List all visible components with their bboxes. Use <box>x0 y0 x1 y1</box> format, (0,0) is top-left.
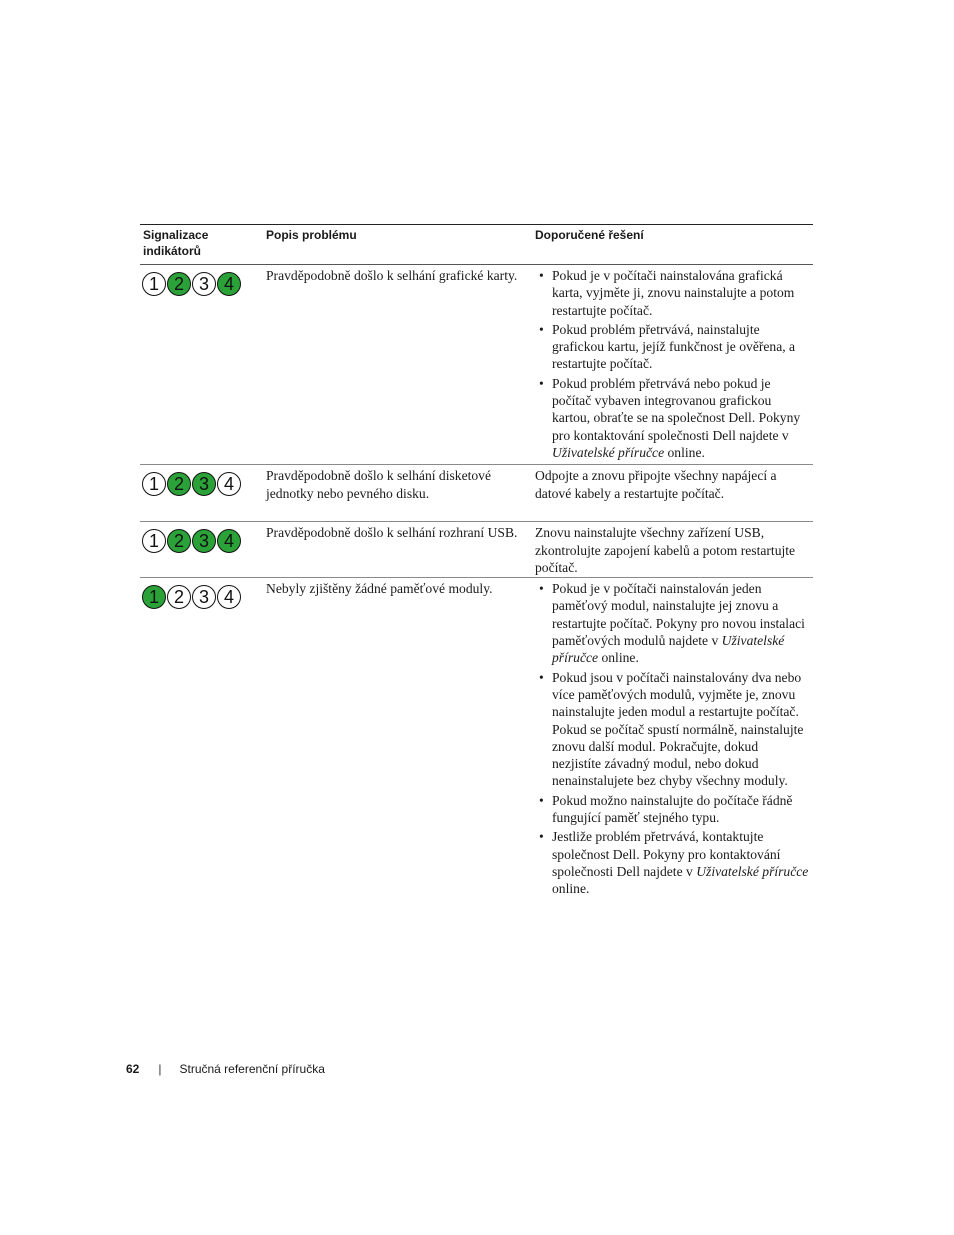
recommended-solution <box>532 578 813 901</box>
header-recommended-solution: Doporučené řešení <box>532 225 813 265</box>
solution-item: • Pokud je v počítači nainstalován jeden paměťový modul, nainstalujte jej znovu a restartujte počítač. Pokyny pro novou instalaci paměťových modulů najdete v Uživatelské příručce online. <box>535 580 809 666</box>
led-pattern-cell <box>140 465 263 522</box>
solution-item: • Pokud možno nainstalujte do počítače řádně fungující paměť stejného typu. <box>535 792 809 827</box>
led-pattern <box>142 472 259 496</box>
led-indicator-icon: 3 <box>192 529 216 553</box>
solution-list <box>535 267 809 461</box>
table-row <box>140 522 813 578</box>
led-indicator-icon: 2 <box>167 272 191 296</box>
problem-description: Nebyly zjištěny žádné paměťové moduly. <box>266 581 493 597</box>
led-indicator-icon: 4 <box>217 529 241 553</box>
manual-reference: Uživatelské příručce <box>552 633 785 666</box>
table-row <box>140 465 813 522</box>
footer-separator: | <box>158 1062 162 1076</box>
led-pattern-cell <box>140 522 263 578</box>
solution-item: • Pokud problém přetrvává, nainstalujte grafickou kartu, jejíž funkčnost je ověřena, a restartujte počítač. <box>535 321 809 373</box>
led-pattern <box>142 272 259 296</box>
led-indicator-icon: 4 <box>217 472 241 496</box>
table-header-row <box>140 225 813 265</box>
led-pattern-cell <box>140 265 263 465</box>
problem-description: Pravděpodobně došlo k selhání disketové jednotky nebo pevného disku. <box>263 465 532 522</box>
solution-item: • Jestliže problém přetrvává, kontaktujte společnost Dell. Pokyny pro kontaktování společnosti Dell najdete v Uživatelské příručce online. <box>535 828 809 897</box>
led-indicator-icon: 1 <box>142 585 166 609</box>
table-body <box>140 265 813 901</box>
led-indicator-icon: 3 <box>192 472 216 496</box>
header-indicator-signals: Signalizace indikátorů <box>140 225 263 265</box>
led-indicator-icon: 4 <box>217 272 241 296</box>
led-indicator-icon: 2 <box>167 472 191 496</box>
led-pattern-cell <box>140 578 263 901</box>
led-indicator-icon: 3 <box>192 585 216 609</box>
manual-reference: Uživatelské příručce <box>552 444 665 460</box>
page-footer <box>126 1062 325 1076</box>
led-indicator-icon: 1 <box>142 529 166 553</box>
led-indicator-icon: 1 <box>142 472 166 496</box>
led-indicator-icon: 3 <box>192 272 216 296</box>
header-problem-description: Popis problému <box>263 225 532 265</box>
led-indicator-icon: 4 <box>217 585 241 609</box>
manual-reference: Uživatelské příručce <box>696 863 809 879</box>
problem-description: Pravděpodobně došlo k selhání grafické karty. <box>263 265 532 465</box>
table-row <box>140 265 813 465</box>
page-number: 62 <box>126 1062 140 1076</box>
solution-item: • Pokud je v počítači nainstalována grafická karta, vyjměte ji, znovu nainstalujte a potom restartujte počítač. <box>535 267 809 319</box>
led-indicator-icon: 2 <box>167 585 191 609</box>
recommended-solution: Znovu nainstalujte všechny zařízení USB, zkontrolujte zapojení kabelů a potom restartujte počítač. <box>532 522 813 578</box>
table-row <box>140 578 813 901</box>
solution-item: • Pokud problém přetrvává nebo pokud je počítač vybaven integrovanou grafickou kartou, obraťte se na společnost Dell. Pokyny pro kontaktování společnosti Dell najdete v Uživatelské příručce online. <box>535 375 809 461</box>
recommended-solution: Odpojte a znovu připojte všechny napájecí a datové kabely a restartujte počítač. <box>532 465 813 522</box>
led-indicator-icon: 1 <box>142 272 166 296</box>
document-title: Stručná referenční příručka <box>179 1062 325 1076</box>
problem-description: Pravděpodobně došlo k selhání rozhraní USB. <box>263 522 532 578</box>
diagnostic-lights-table <box>140 224 813 901</box>
solution-list <box>535 580 809 897</box>
recommended-solution <box>532 265 813 465</box>
led-indicator-icon: 2 <box>167 529 191 553</box>
led-pattern <box>142 585 259 609</box>
led-pattern <box>142 529 259 553</box>
solution-item: • Pokud jsou v počítači nainstalovány dva nebo více paměťových modulů, vyjměte je, znovu nainstalujte jeden modul a restartujte počítač. Pokud se počítač spustí normálně, nainstalujte znovu další modul. Pokračujte, dokud nezjistíte závadný modul, nebo dokud nenainstalujete bez chyby všechny moduly. <box>535 669 809 790</box>
